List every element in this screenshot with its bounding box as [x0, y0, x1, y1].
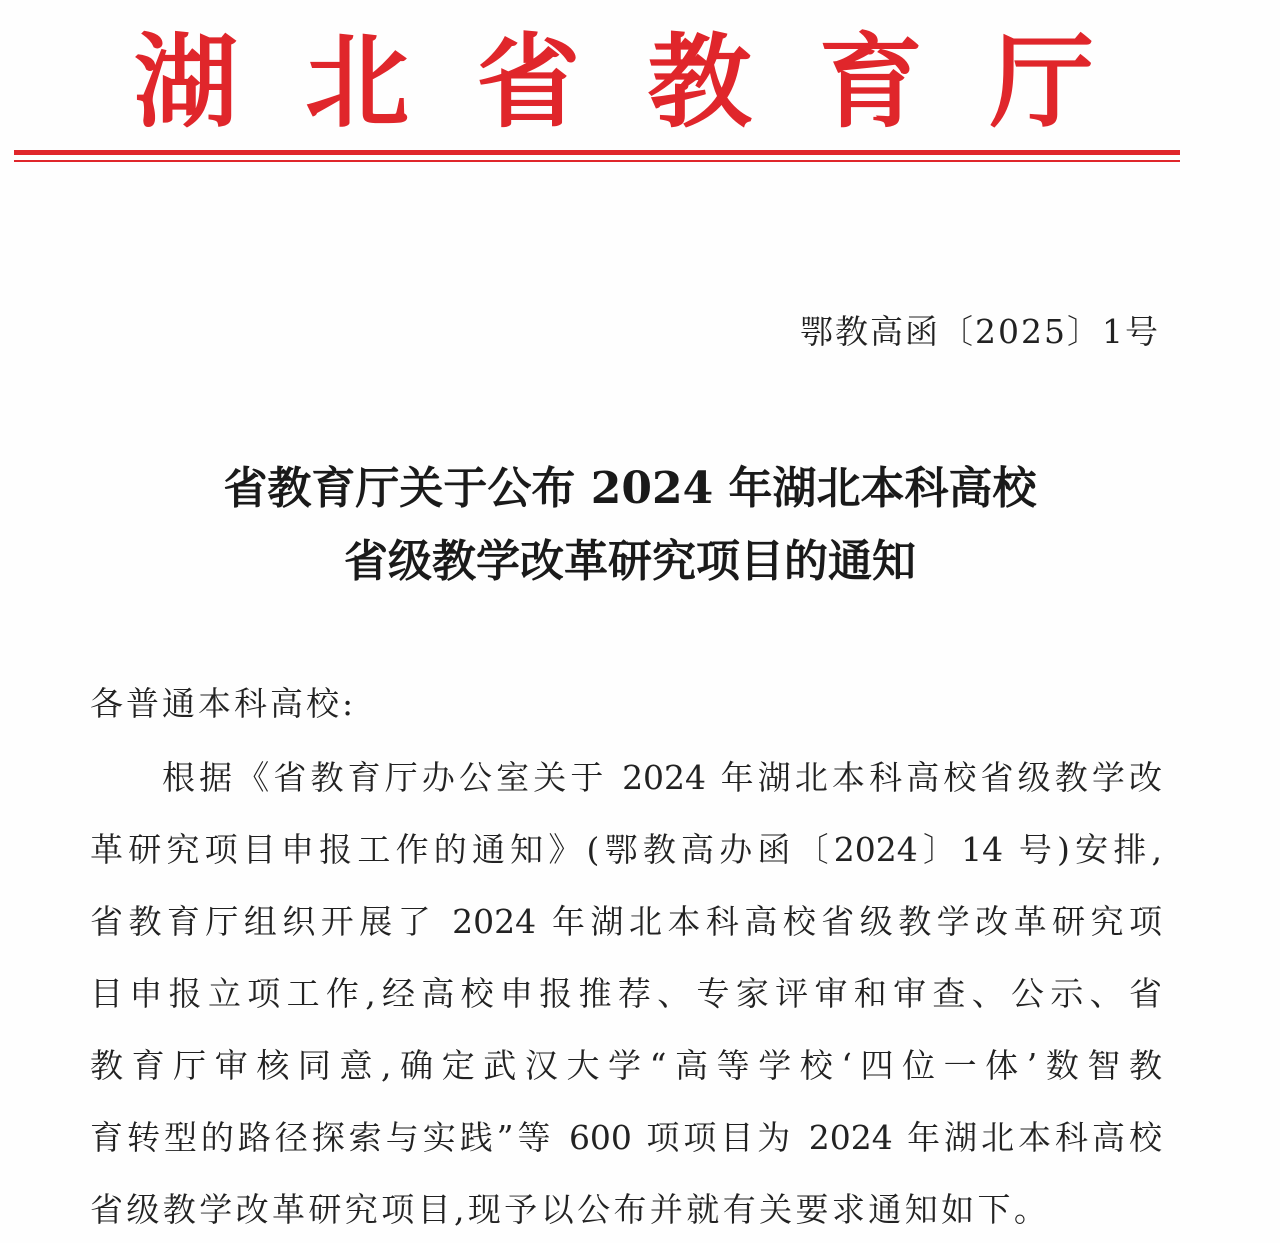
body-text-line: 根据《省教育厅办公室关于 2024 年湖北本科高校省级教学改: [162, 758, 1162, 797]
body-text-line: 革研究项目申报工作的通知》(鄂教高办函〔2024〕14 号)安排,: [90, 830, 1162, 869]
body-text-line: 育转型的路径探索与实践”等 600 项项目为 2024 年湖北本科高校: [90, 1118, 1162, 1157]
masthead-char: 厅: [989, 21, 1094, 142]
masthead-agency-name: [134, 22, 1094, 142]
masthead-char: 省: [476, 21, 581, 142]
masthead-char: 教: [647, 21, 752, 142]
document-title-line-2: 省级教学改革研究项目的通知: [344, 536, 916, 587]
masthead-divider-thick: [14, 150, 1180, 155]
body-text-line: 省级教学改革研究项目,现予以公布并就有关要求通知如下。: [90, 1190, 1051, 1229]
masthead-char: 湖: [134, 21, 239, 142]
salutation: 各普通本科高校:: [90, 684, 357, 723]
masthead: [14, 12, 1180, 162]
body-text-line: 省教育厅组织开展了 2024 年湖北本科高校省级教学改革研究项: [90, 902, 1162, 941]
masthead-char: 北: [305, 21, 410, 142]
masthead-char: 育: [818, 21, 923, 142]
body-text-line: 教育厅审核同意,确定武汉大学“高等学校‘四位一体’数智教: [90, 1046, 1162, 1085]
masthead-divider-thin: [14, 160, 1180, 162]
document-number: 鄂教高函〔2025〕1号: [800, 312, 1160, 351]
body-text-line: 目申报立项工作,经高校申报推荐、专家评审和审查、公示、省: [90, 974, 1162, 1013]
document-title-line-1: 省教育厅关于公布 2024 年湖北本科高校: [223, 463, 1037, 514]
